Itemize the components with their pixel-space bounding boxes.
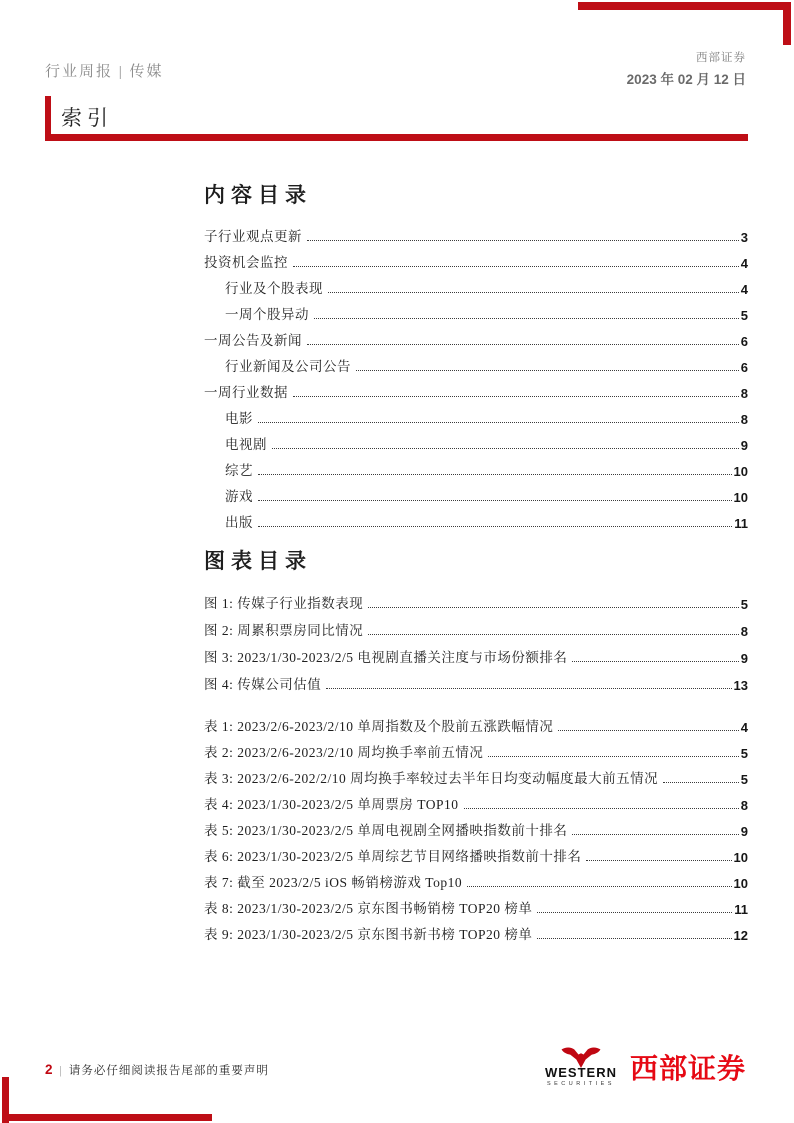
table-item[interactable] bbox=[204, 920, 748, 946]
figure-item-page-number: 13 bbox=[733, 678, 748, 693]
table-item-label: 表 7: 截至 2023/2/5 iOS 畅销榜游戏 Top10 bbox=[204, 875, 463, 890]
western-logo-block bbox=[542, 1046, 620, 1087]
table-item-label: 表 1: 2023/2/6-2023/2/10 单周指数及个股前五涨跌幅情况 bbox=[204, 719, 554, 734]
table-item-page-number: 11 bbox=[734, 902, 748, 917]
toc-item-label: 子行业观点更新 bbox=[204, 229, 302, 244]
toc-item-page-number: 5 bbox=[740, 308, 748, 323]
contents-list bbox=[204, 222, 748, 534]
logo-text-en: WESTERN bbox=[544, 1065, 617, 1080]
toc-item-page-number: 4 bbox=[740, 282, 748, 297]
toc-item-page-number: 10 bbox=[733, 464, 748, 479]
figure-item[interactable] bbox=[204, 669, 748, 696]
figure-item-page-number: 5 bbox=[740, 597, 748, 612]
top-right-accent-bar-horizontal bbox=[578, 2, 791, 10]
dot-leader bbox=[467, 886, 731, 887]
dot-leader bbox=[537, 938, 731, 939]
dot-leader bbox=[572, 834, 738, 835]
toc-item-page-number: 8 bbox=[740, 412, 748, 427]
table-item-page-number: 4 bbox=[740, 720, 748, 735]
table-item-page-number: 9 bbox=[740, 824, 748, 839]
index-title-underline-bar bbox=[45, 134, 748, 141]
top-right-accent-bar-vertical bbox=[783, 2, 791, 45]
dot-leader bbox=[572, 661, 738, 662]
index-title-accent-bar bbox=[45, 96, 51, 136]
footer-separator: | bbox=[59, 1063, 62, 1077]
figure-item-page-number: 9 bbox=[740, 651, 748, 666]
table-item-label: 表 9: 2023/1/30-2023/2/5 京东图书新书榜 TOP20 榜单 bbox=[204, 927, 533, 942]
dot-leader bbox=[586, 860, 731, 861]
toc-item-label: 行业新闻及公司公告 bbox=[225, 359, 351, 374]
dot-leader bbox=[537, 912, 732, 913]
toc-item-label: 游戏 bbox=[225, 489, 253, 504]
header-right bbox=[627, 49, 746, 88]
dot-leader bbox=[326, 688, 731, 689]
footer bbox=[45, 1062, 269, 1078]
table-item[interactable] bbox=[204, 868, 748, 894]
dot-leader bbox=[356, 370, 739, 371]
dot-leader bbox=[307, 344, 739, 345]
table-item-page-number: 10 bbox=[733, 850, 748, 865]
toc-item[interactable] bbox=[204, 456, 748, 482]
figure-item[interactable] bbox=[204, 642, 748, 669]
dot-leader bbox=[258, 500, 732, 501]
dot-leader bbox=[488, 756, 738, 757]
table-item-label: 表 2: 2023/2/6-2023/2/10 周均换手率前五情况 bbox=[204, 745, 484, 760]
toc-item-label: 电视剧 bbox=[225, 437, 267, 452]
toc-item-page-number: 6 bbox=[740, 360, 748, 375]
figures-list bbox=[204, 588, 748, 696]
figure-item[interactable] bbox=[204, 615, 748, 642]
dot-leader bbox=[293, 396, 739, 397]
table-item[interactable] bbox=[204, 712, 748, 738]
table-item[interactable] bbox=[204, 738, 748, 764]
company-logo bbox=[542, 1046, 746, 1087]
logo-text-sub: SECURITIES bbox=[546, 1081, 615, 1087]
toc-item[interactable] bbox=[204, 508, 748, 534]
toc-item[interactable] bbox=[204, 352, 748, 378]
toc-item[interactable] bbox=[204, 274, 748, 300]
dot-leader bbox=[272, 448, 739, 449]
figures-section bbox=[204, 547, 748, 946]
figure-item-label: 图 2: 周累积票房同比情况 bbox=[204, 623, 364, 638]
figure-item-label: 图 3: 2023/1/30-2023/2/5 电视剧直播关注度与市场份额排名 bbox=[204, 650, 568, 665]
toc-item-page-number: 8 bbox=[740, 386, 748, 401]
dot-leader bbox=[368, 634, 739, 635]
toc-item-label: 一周行业数据 bbox=[204, 385, 288, 400]
toc-item[interactable] bbox=[204, 326, 748, 352]
table-item-page-number: 12 bbox=[733, 928, 748, 943]
dot-leader bbox=[258, 526, 732, 527]
toc-item-label: 投资机会监控 bbox=[204, 255, 288, 270]
report-date: 2023 年 02 月 12 日 bbox=[626, 72, 746, 87]
table-item-label: 表 5: 2023/1/30-2023/2/5 单周电视剧全网播映指数前十排名 bbox=[204, 823, 568, 838]
page-title: 索引 bbox=[61, 106, 113, 130]
bottom-left-accent-bar-horizontal bbox=[2, 1114, 212, 1121]
table-item[interactable] bbox=[204, 894, 748, 920]
figure-item-label: 图 4: 传媒公司估值 bbox=[204, 677, 322, 692]
toc-item[interactable] bbox=[204, 404, 748, 430]
table-item-label: 表 6: 2023/1/30-2023/2/5 单周综艺节目网络播映指数前十排名 bbox=[204, 849, 582, 864]
footer-disclaimer: 请务必仔细阅读报告尾部的重要声明 bbox=[68, 1065, 269, 1077]
toc-item[interactable] bbox=[204, 482, 748, 508]
dot-leader bbox=[258, 422, 739, 423]
toc-item-label: 电影 bbox=[225, 411, 253, 426]
toc-item-label: 综艺 bbox=[225, 463, 253, 478]
dot-leader bbox=[314, 318, 739, 319]
dot-leader bbox=[464, 808, 739, 809]
dot-leader bbox=[328, 292, 739, 293]
toc-item-page-number: 11 bbox=[734, 516, 748, 531]
toc-item[interactable] bbox=[204, 222, 748, 248]
toc-item-page-number: 9 bbox=[740, 438, 748, 453]
table-item-label: 表 4: 2023/1/30-2023/2/5 单周票房 TOP10 bbox=[204, 797, 459, 812]
toc-item-label: 行业及个股表现 bbox=[225, 281, 323, 296]
tables-list bbox=[204, 712, 748, 946]
table-item-page-number: 10 bbox=[733, 876, 748, 891]
contents-heading: 内容目录 bbox=[204, 183, 312, 207]
toc-item-page-number: 10 bbox=[733, 490, 748, 505]
toc-item[interactable] bbox=[204, 430, 748, 456]
table-item[interactable] bbox=[204, 790, 748, 816]
contents-section bbox=[204, 181, 748, 534]
dot-leader bbox=[558, 730, 738, 731]
logo-text-cn: 西部证券 bbox=[629, 1052, 746, 1084]
figure-item-label: 图 1: 传媒子行业指数表现 bbox=[204, 596, 364, 611]
table-item[interactable] bbox=[204, 816, 748, 842]
toc-item-page-number: 3 bbox=[740, 230, 748, 245]
footer-page-number: 2 bbox=[45, 1062, 53, 1077]
table-item-label: 表 8: 2023/1/30-2023/2/5 京东图书畅销榜 TOP20 榜单 bbox=[204, 901, 533, 916]
toc-item-label: 一周个股异动 bbox=[225, 307, 309, 322]
toc-item-label: 一周公告及新闻 bbox=[204, 333, 302, 348]
toc-item[interactable] bbox=[204, 248, 748, 274]
dot-leader bbox=[258, 474, 732, 475]
dot-leader bbox=[307, 240, 739, 241]
toc-item[interactable] bbox=[204, 300, 748, 326]
header-brand-name: 西部证券 bbox=[696, 52, 746, 64]
toc-item-page-number: 4 bbox=[740, 256, 748, 271]
toc-item-label: 出版 bbox=[225, 515, 253, 530]
figures-heading: 图表目录 bbox=[204, 549, 312, 573]
table-item-label: 表 3: 2023/2/6-202/2/10 周均换手率较过去半年日均变动幅度最大前五情况 bbox=[204, 771, 659, 786]
report-type-label: 行业周报 | 传媒 bbox=[45, 64, 164, 80]
table-item[interactable] bbox=[204, 842, 748, 868]
dot-leader bbox=[293, 266, 739, 267]
toc-item[interactable] bbox=[204, 378, 748, 404]
table-item-page-number: 5 bbox=[740, 772, 748, 787]
dot-leader bbox=[663, 782, 739, 783]
figure-item-page-number: 8 bbox=[740, 624, 748, 639]
figure-item[interactable] bbox=[204, 588, 748, 615]
toc-item-page-number: 6 bbox=[740, 334, 748, 349]
table-item-page-number: 5 bbox=[740, 746, 748, 761]
dot-leader bbox=[368, 607, 739, 608]
table-item-page-number: 8 bbox=[740, 798, 748, 813]
table-item[interactable] bbox=[204, 764, 748, 790]
